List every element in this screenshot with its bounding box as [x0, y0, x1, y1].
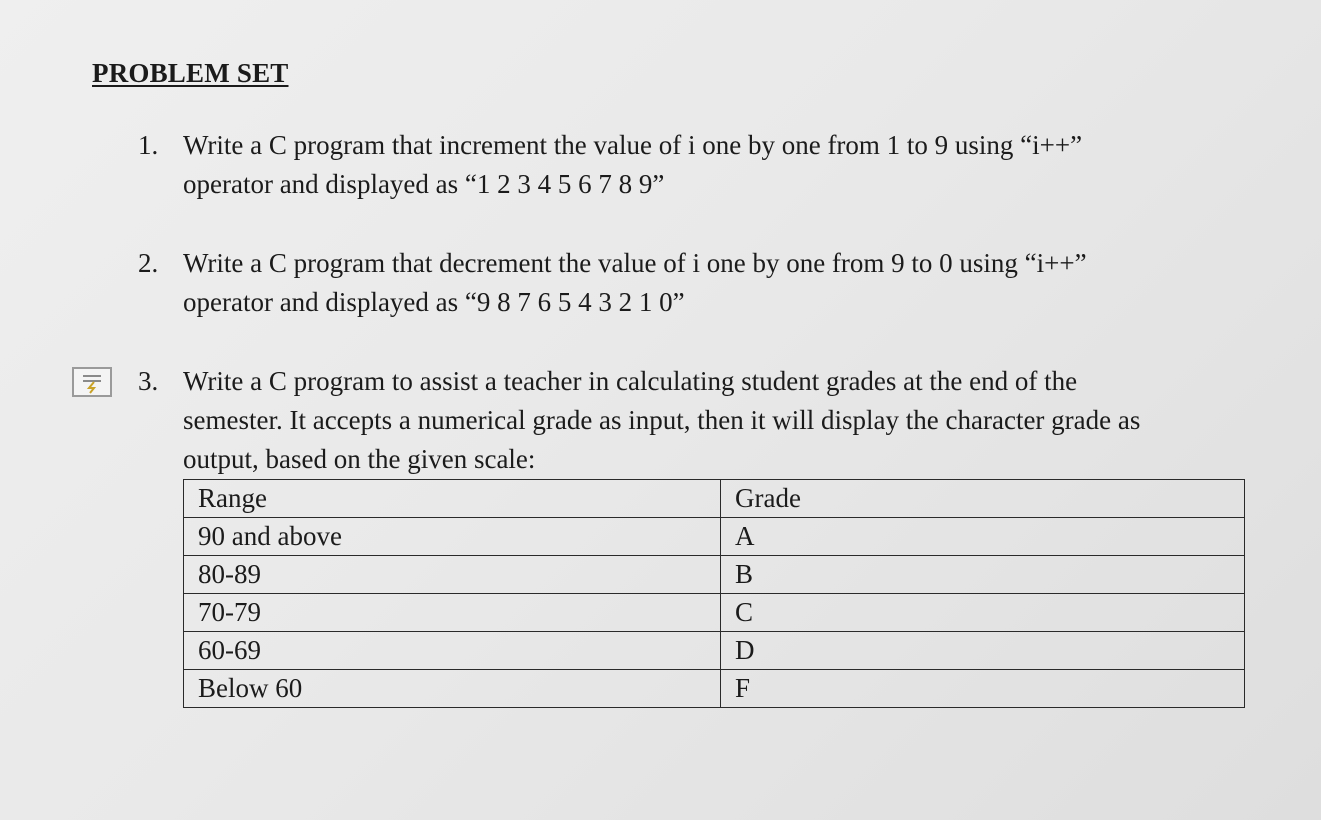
column-header-range: Range: [184, 480, 721, 518]
range-cell: 90 and above: [184, 518, 721, 556]
problem-item: [138, 244, 1198, 322]
grade-cell: A: [721, 518, 1245, 556]
grade-scale-table: [183, 479, 1245, 708]
table-row: [184, 632, 1245, 670]
problem-text: Write a C program that decrement the value of i one by one from 9 to 0 using “i++” operator and displayed as “9 8 7 6 5 4 3 2 1 0”: [183, 248, 1087, 317]
page-title: PROBLEM SET: [92, 58, 289, 88]
grade-cell: F: [721, 670, 1245, 708]
range-cell: 70-79: [184, 594, 721, 632]
problem-item: [138, 362, 1248, 479]
range-cell: 80-89: [184, 556, 721, 594]
grade-cell: B: [721, 556, 1245, 594]
table-row: [184, 670, 1245, 708]
column-header-grade: Grade: [721, 480, 1245, 518]
grade-cell: C: [721, 594, 1245, 632]
problem-number: 2.: [138, 248, 159, 278]
problem-number: 3.: [138, 366, 159, 396]
problem-text: Write a C program to assist a teacher in calculating student grades at the end of the semester. It accepts a numerical grade as input, then it will display the character grade as output, based on the given scale:: [183, 366, 1141, 474]
grade-cell: D: [721, 632, 1245, 670]
problem-number: 1.: [138, 130, 159, 160]
range-cell: 60-69: [184, 632, 721, 670]
problem-item: [138, 126, 1198, 204]
table-header-row: [184, 480, 1245, 518]
table-row: [184, 594, 1245, 632]
comment-note-icon[interactable]: [72, 367, 112, 397]
table-row: [184, 556, 1245, 594]
problem-text: Write a C program that increment the value of i one by one from 1 to 9 using “i++” operator and displayed as “1 2 3 4 5 6 7 8 9”: [183, 130, 1083, 199]
range-cell: Below 60: [184, 670, 721, 708]
table-row: [184, 518, 1245, 556]
